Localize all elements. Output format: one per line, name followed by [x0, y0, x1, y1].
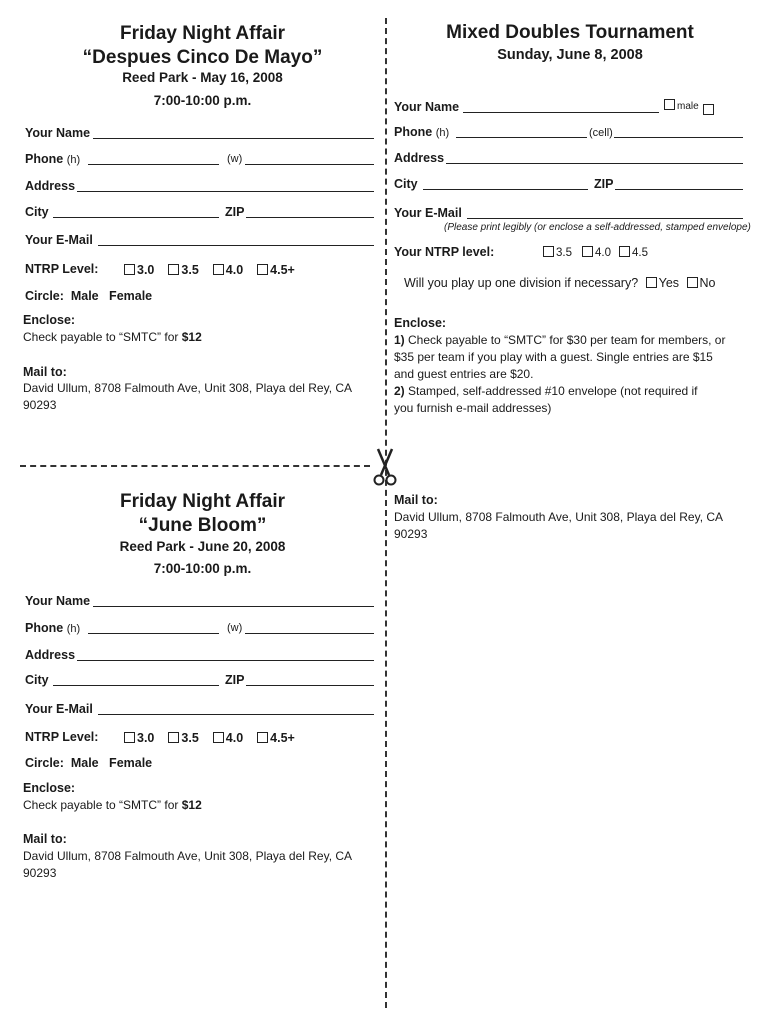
- address-label: Address: [25, 179, 76, 193]
- checkbox-icon[interactable]: [687, 277, 698, 288]
- phone-label: Phone (h): [25, 621, 81, 635]
- ntrp-option-4-0[interactable]: 4.0: [213, 731, 243, 745]
- enclose-item-1-line-2: $35 per team if you play with a guest. Single entries are $15: [394, 350, 713, 364]
- tournament-date: Sunday, June 8, 2008: [497, 47, 643, 63]
- address-field[interactable]: [77, 191, 374, 192]
- ntrp-option-4-5-plus[interactable]: 4.5+: [257, 263, 295, 277]
- mail-to-label: Mail to:: [23, 365, 67, 379]
- mail-address-line-2: 90293: [23, 866, 57, 880]
- scissors-icon: [370, 447, 400, 487]
- ntrp-option-3-5[interactable]: 3.5: [543, 247, 572, 259]
- checkbox-icon[interactable]: [257, 264, 268, 275]
- ntrp-label: NTRP Level:: [25, 730, 99, 744]
- city-label: City: [25, 673, 49, 687]
- enclose-label: Enclose:: [23, 781, 76, 795]
- checkbox-icon[interactable]: [124, 732, 135, 743]
- phone-work-label: (w): [227, 153, 243, 165]
- phone-home-field[interactable]: [456, 137, 587, 138]
- event-time: 7:00-10:00 p.m.: [153, 93, 252, 108]
- checkbox-icon[interactable]: [257, 732, 268, 743]
- zip-label: ZIP: [225, 205, 245, 219]
- phone-cell-field[interactable]: [614, 137, 743, 138]
- checkbox-icon[interactable]: [619, 246, 630, 257]
- ntrp-option-3-0[interactable]: 3.0: [124, 731, 154, 745]
- email-label: Your E-Mail: [25, 233, 93, 247]
- checkbox-icon[interactable]: [168, 732, 179, 743]
- ntrp-options: [124, 729, 309, 747]
- city-label: City: [25, 205, 49, 219]
- name-label: Your Name: [394, 100, 460, 114]
- address-label: Address: [25, 648, 76, 662]
- checkbox-icon[interactable]: [543, 246, 554, 257]
- email-field[interactable]: [467, 218, 743, 219]
- checkbox-icon[interactable]: [213, 732, 224, 743]
- address-label: Address: [394, 151, 445, 165]
- phone-cell-label: (cell): [589, 127, 613, 139]
- mail-to-label: Mail to:: [394, 493, 438, 507]
- city-field[interactable]: [423, 189, 588, 190]
- zip-field[interactable]: [246, 685, 374, 686]
- email-field[interactable]: [98, 714, 374, 715]
- zip-label: ZIP: [225, 673, 245, 687]
- city-field[interactable]: [53, 217, 219, 218]
- email-label: Your E-Mail: [394, 206, 462, 220]
- mail-address-line-1: David Ullum, 8708 Falmouth Ave, Unit 308, Playa del Rey, CA: [23, 849, 353, 863]
- form-subtitle: “Despues Cinco De Mayo”: [82, 47, 323, 68]
- play-up-no-option[interactable]: No: [687, 276, 716, 290]
- name-label: Your Name: [25, 126, 91, 140]
- enclose-label: Enclose:: [23, 313, 76, 327]
- ntrp-option-4-0[interactable]: 4.0: [582, 247, 611, 259]
- ntrp-options: [124, 261, 309, 279]
- enclose-label: Enclose:: [394, 316, 447, 330]
- phone-home-field[interactable]: [88, 633, 219, 634]
- ntrp-label: NTRP Level:: [25, 262, 99, 276]
- name-field[interactable]: [93, 138, 374, 139]
- enclose-item-2-line-1: 2) Stamped, self-addressed #10 envelope (not required if: [394, 384, 698, 398]
- phone-home-field[interactable]: [88, 164, 219, 165]
- checkbox-icon[interactable]: [124, 264, 135, 275]
- tournament-title: Mixed Doubles Tournament: [446, 22, 694, 43]
- ntrp-option-4-5[interactable]: 4.5: [619, 247, 648, 259]
- checkbox-icon[interactable]: [646, 277, 657, 288]
- ntrp-option-4-0[interactable]: 4.0: [213, 263, 243, 277]
- enclose-item-1-line-1: 1) Check payable to “SMTC” for $30 per team for members, or: [394, 333, 726, 347]
- address-field[interactable]: [446, 163, 743, 164]
- mail-address-line-1: David Ullum, 8708 Falmouth Ave, Unit 308, Playa del Rey, CA: [394, 510, 724, 524]
- mail-address-line-2: 90293: [23, 398, 57, 412]
- form-subtitle: “June Bloom”: [138, 515, 267, 536]
- phone-work-field[interactable]: [245, 164, 374, 165]
- ntrp-option-3-0[interactable]: 3.0: [124, 263, 154, 277]
- venue-date: Reed Park - June 20, 2008: [119, 539, 286, 554]
- form-title: Friday Night Affair: [119, 491, 286, 512]
- mail-address-line-2: 90293: [394, 527, 428, 541]
- gender-option-female-checkbox[interactable]: [703, 101, 716, 119]
- ntrp-option-3-5[interactable]: 3.5: [168, 263, 198, 277]
- city-field[interactable]: [53, 685, 219, 686]
- gender-option-male[interactable]: male: [664, 99, 699, 115]
- email-field[interactable]: [98, 245, 374, 246]
- zip-field[interactable]: [246, 217, 374, 218]
- enclose-text: Check payable to “SMTC” for $12: [23, 330, 202, 344]
- enclose-item-2-line-2: you furnish e-mail addresses): [394, 401, 552, 415]
- checkbox-icon[interactable]: [168, 264, 179, 275]
- event-time: 7:00-10:00 p.m.: [153, 561, 252, 576]
- play-up-yes-option[interactable]: Yes: [646, 276, 679, 290]
- mail-to-label: Mail to:: [23, 832, 67, 846]
- ntrp-options: [543, 245, 648, 261]
- zip-label: ZIP: [594, 177, 614, 191]
- checkbox-icon[interactable]: [664, 99, 675, 110]
- phone-work-label: (w): [227, 622, 243, 634]
- ntrp-option-4-5-plus[interactable]: 4.5+: [257, 731, 295, 745]
- ntrp-option-3-5[interactable]: 3.5: [168, 731, 198, 745]
- email-note: (Please print legibly (or enclose a self-addressed, stamped envelope): [444, 222, 751, 233]
- address-field[interactable]: [77, 660, 374, 661]
- play-up-question: Will you play up one division if necessary? Yes No: [404, 276, 716, 290]
- horizontal-cut-line: [20, 465, 370, 467]
- phone-label: Phone (h): [25, 152, 81, 166]
- enclose-text: Check payable to “SMTC” for $12: [23, 798, 202, 812]
- phone-work-field[interactable]: [245, 633, 374, 634]
- city-label: City: [394, 177, 418, 191]
- enclose-item-1-line-3: and guest entries are $20.: [394, 367, 534, 381]
- checkbox-icon[interactable]: [582, 246, 593, 257]
- name-field[interactable]: [463, 112, 659, 113]
- mail-address-line-1: David Ullum, 8708 Falmouth Ave, Unit 308, Playa del Rey, CA: [23, 381, 353, 395]
- name-field[interactable]: [93, 606, 374, 607]
- gender-circle-label: Circle: Male Female: [25, 756, 153, 770]
- name-label: Your Name: [25, 594, 91, 608]
- phone-label: Phone (h): [394, 125, 450, 139]
- ntrp-label: Your NTRP level:: [394, 245, 495, 259]
- email-label: Your E-Mail: [25, 702, 93, 716]
- zip-field[interactable]: [615, 189, 743, 190]
- form-title: Friday Night Affair: [119, 23, 286, 44]
- gender-circle-label: Circle: Male Female: [25, 289, 153, 303]
- checkbox-icon[interactable]: [703, 104, 714, 115]
- checkbox-icon[interactable]: [213, 264, 224, 275]
- venue-date: Reed Park - May 16, 2008: [122, 70, 283, 85]
